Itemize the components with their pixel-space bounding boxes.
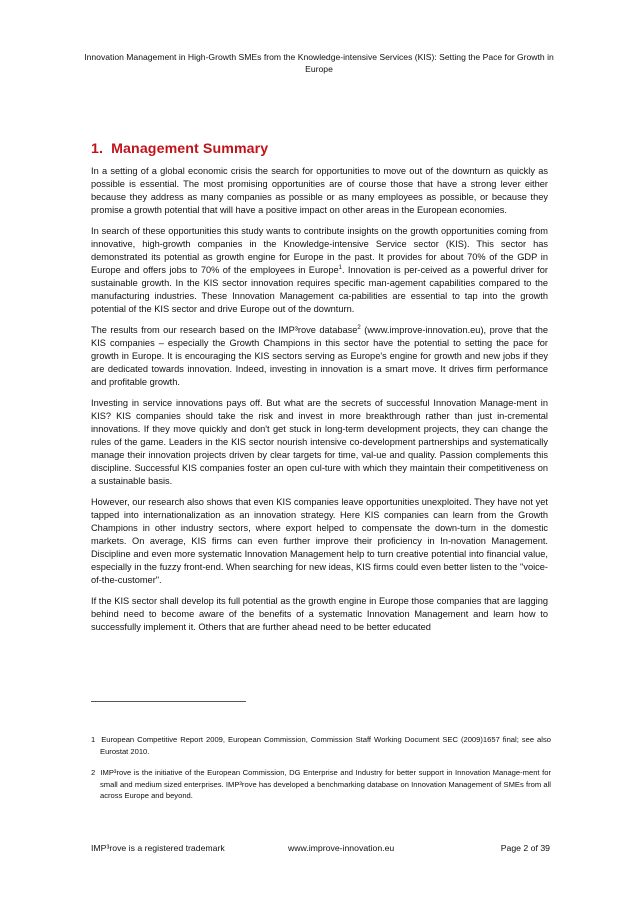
paragraph-2-text-b: . Innovation is per-ceived as a powerful driver for sustainable growth. In the KIS sector innovation requires specific man-agement capabilities compared to the manufacturing industries. These Innovation Management ca-pabilities are essential to tap into the growth potential of the KIS sector and drive Europe out of the downturn. [91,264,548,314]
section-title: Management Summary [111,141,269,157]
section-heading [91,141,268,157]
paragraph-2 [91,225,548,315]
paragraph-4: Investing in service innovations pays off. But what are the secrets of successful Innovation Manage-ment in KIS? KIS companies should take the risk and invest in more breakthrough rather than just in-cremental innovations. If they move quickly and don't get stuck in long-term development projects, they can change the rules of the game. Leaders in the KIS sector nourish intensive co-development partnerships and systematically manage their innovation projects driven by clear targets for time, val-ue and quality. Passion complements this discipline. Successful KIS companies foster an open cul-ture with which they maintain their competitiveness on a sustainable basis. [91,398,548,486]
footnote-2-text: IMP³rove is the initiative of the European Commission, DG Enterprise and Industry for better support in Innovation Manage-ment for small and medium sized enterprises. IMP³rove has developed a benchmarking database on Innovation Management of SMEs from all across Europe and beyond. [100,768,551,801]
footnote-ref-1[interactable]: 1 [338,264,342,271]
footnote-1-text: European Competitive Report 2009, European Commission, Commission Staff Working Document SEC (2009)1657 final; see also Eurostat 2010. [100,735,551,756]
footnote-1-marker: 1 [91,735,96,744]
paragraph-5: However, our research also shows that even KIS companies leave opportunities unexploited. They have not yet tapped into internationalization as an innovation strategy. Here KIS companies can learn from the Growth Champions in other industry sectors, where export helped to compensate the down-turn in the domestic markets. On average, KIS firms can even further improve their proficiency in In-novation Management. Discipline and even more systematic Innovation Management help to turn creative potential into financial value, especially in the fuzzy front-end. When searching for new ideas, KIS firms could even better listen to the "voice-of-the-customer". [91,497,548,585]
paragraph-3-text-a: The results from our research based on the IMP³rove database [91,325,358,336]
footer-trademark: IMP³rove is a registered trademark [91,843,225,853]
body-text [91,165,548,642]
footnote-divider [91,701,246,702]
paragraph-6: If the KIS sector shall develop its full potential as the growth engine in Europe those companies that are lagging behind need to become aware of the benefits of a systematic Innovation Management and learn how to successfully implement it. Others that are further ahead need to be better educated [91,596,548,632]
paragraph-2-text-a: In search of these opportunities this study wants to contribute insights on the growth opportunities coming from innovative, high-growth companies in the Knowledge-intensive Service sector (KIS). This sector has demonstrated its potential as growth engine for Europe in the past. It provides for about 70% of the GDP in Europe and offers jobs to 70% of the employees in Europe [91,226,548,275]
paragraph-3 [91,324,548,389]
section-number: 1. [91,141,104,157]
footer-website-link[interactable]: www.improve-innovation.eu [288,843,395,853]
footer-page-number: Page 2 of 39 [500,843,550,853]
running-title: Innovation Management in High-Growth SMEs from the Knowledge-intensive Services (KIS): Setting the Pace for Growth in Europe [84,52,554,74]
footnote-2-marker: 2 [91,768,96,777]
footnote-ref-2[interactable]: 2 [357,325,361,332]
footnote-2 [91,767,551,802]
footnote-1 [91,734,551,757]
paragraph-1: In a setting of a global economic crisis the search for opportunities to move out of the downturn as quickly as possible is essential. The most promising opportunities are of course those that have a strong lever either because they address as many companies as possible or as many employees as possible, or because they promise a growth potential that will have a positive impact on other areas in the European economies. [91,166,548,215]
running-header [80,51,558,75]
paragraph-3-text-b: (www.improve-innovation.eu), prove that the KIS companies – especially the Growth Champions in this sector have the potential to setting the pace for growth in Europe. It is encouraging the KIS sectors serving as Europe's engine for growth and new jobs if they are dedicated towards innovation. Indeed, investing in innovation is a smart move. It drives firm performance and profitable growth. [91,325,549,387]
